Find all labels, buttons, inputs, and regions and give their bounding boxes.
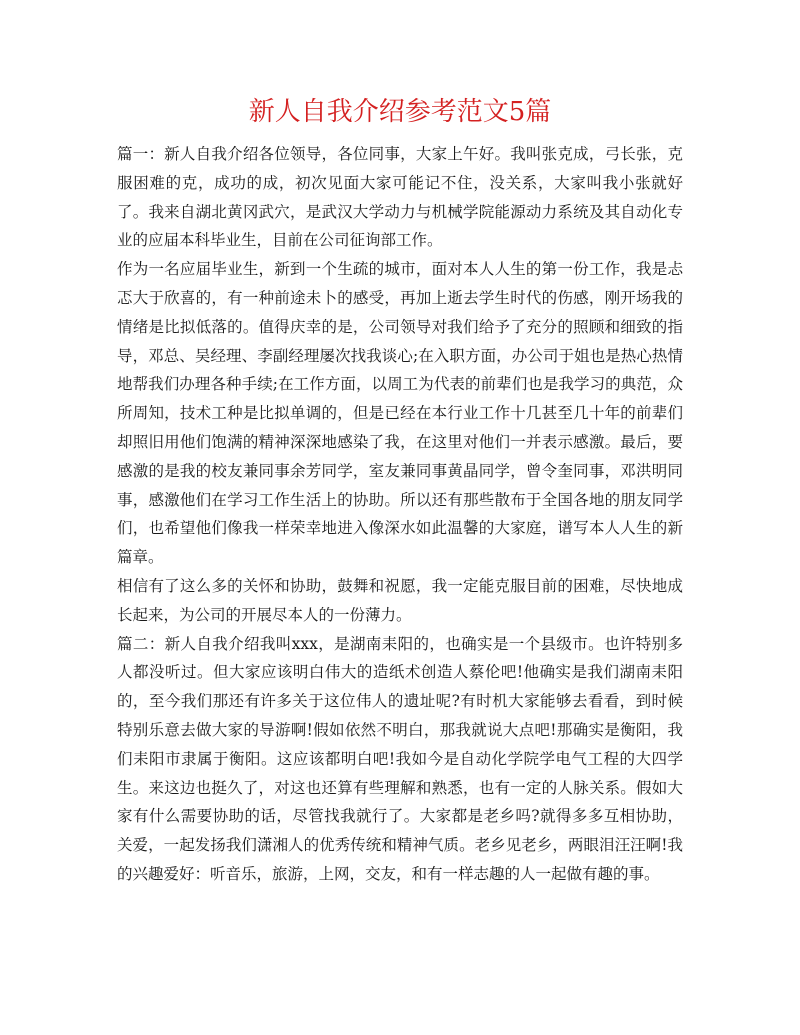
paragraph-1: 篇一：新人自我介绍各位领导，各位同事，大家上午好。我叫张克成，弓长张，克服困难的克，成功的成，初次见面大家可能记不住，没关系，大家叫我小张就好了。我来自湖北黄冈武穴，是武汉大学动力与机械学院能源动力系统及其自动化专业的应届本科毕业生，目前在公司征询部工作。 <box>117 145 683 250</box>
document-body <box>117 140 683 889</box>
document-title: 新人自我介绍参考范文5篇 <box>248 97 552 127</box>
paragraph-3: 相信有了这么多的关怀和协助，鼓舞和祝愿，我一定能克服目前的困难，尽快地成长起来，为公司的开展尽本人的一份薄力。 <box>117 576 683 624</box>
paragraph-4: 篇二：新人自我介绍我叫xxx，是湖南耒阳的，也确实是一个县级市。也许特别多人都没听过。但大家应该明白伟大的造纸术创造人蔡伦吧!他确实是我们湖南耒阳的，至今我们那还有许多关于这位伟人的遗址呢?有时机大家能够去看看，到时候特别乐意去做大家的导游啊!假如依然不明白，那我就说大点吧!那确实是衡阳，我们耒阳市隶属于衡阳。这应该都明白吧!我如今是自动化学院学电气工程的大四学生。来这边也挺久了，对这也还算有些理解和熟悉，也有一定的人脉关系。假如大家有什么需要协助的话，尽管找我就行了。大家都是老乡吗?就得多多互相协助，关爱，一起发扬我们潇湘人的优秀传统和精神气质。老乡见老乡，两眼泪汪汪啊!我的兴趣爱好：听音乐，旅游，上网，交友，和有一样志趣的人一起做有趣的事。 <box>117 634 683 883</box>
paragraph-2: 作为一名应届毕业生，新到一个生疏的城市，面对本人人生的第一份工作，我是忐忑大于欣喜的，有一种前途未卜的感受，再加上逝去学生时代的伤感，刚开场我的情绪是比拟低落的。值得庆幸的是，公司领导对我们给予了充分的照顾和细致的指导，邓总、吴经理、李副经理屡次找我谈心;在入职方面，办公司于姐也是热心热情地帮我们办理各种手续;在工作方面，以周工为代表的前辈们也是我学习的典范，众所周知，技术工种是比拟单调的，但是已经在本行业工作十几甚至几十年的前辈们却照旧用他们饱满的精神深深地感染了我，在这里对他们一并表示感激。最后，要感激的是我的校友兼同事余芳同学，室友兼同事黄晶同学，曾令奎同事，邓洪明同事，感激他们在学习工作生活上的协助。所以还有那些散布于全国各地的朋友同学们，也希望他们像我一样荣幸地进入像深水如此温馨的大家庭，谱写本人人生的新篇章。 <box>117 260 683 567</box>
